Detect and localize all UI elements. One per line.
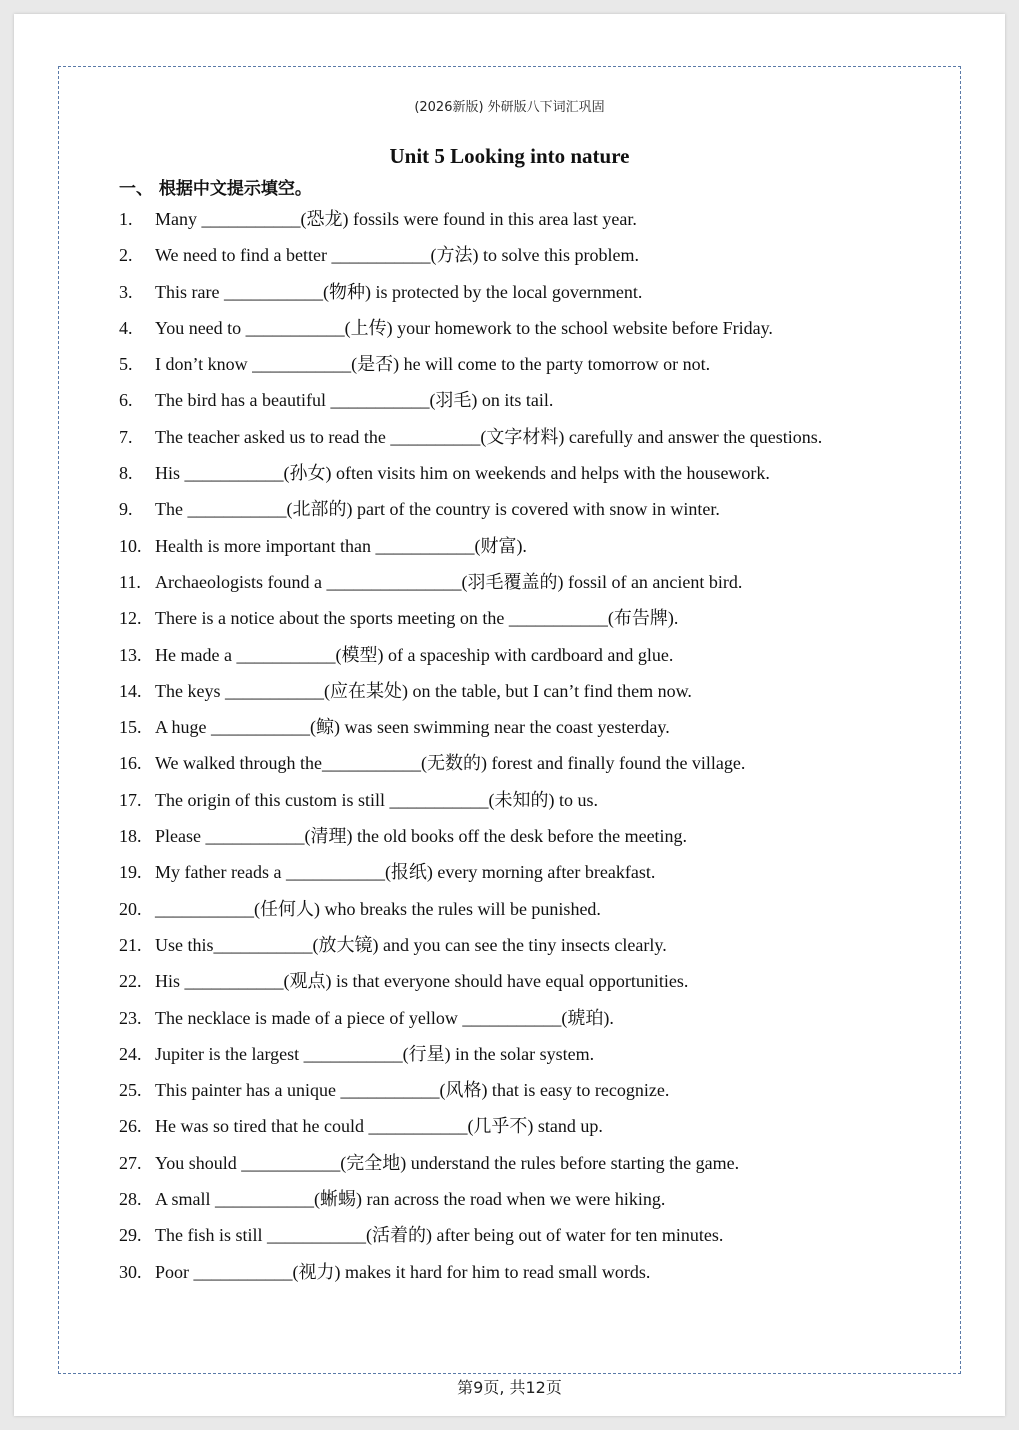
item-number: 15. bbox=[119, 717, 142, 738]
item-text: A small ___________(蜥蜴) ran across the road when we were hiking. bbox=[155, 1189, 666, 1210]
item-number: 9. bbox=[119, 499, 133, 520]
exercise-item bbox=[119, 896, 919, 932]
exercise-item bbox=[119, 1077, 919, 1113]
item-text: You need to ___________(上传) your homework to the school website before Friday. bbox=[155, 317, 773, 338]
exercise-item bbox=[119, 678, 919, 714]
item-text: His ___________(孙女) often visits him on weekends and helps with the housework. bbox=[155, 463, 770, 484]
item-number: 23. bbox=[119, 1007, 142, 1028]
exercise-item bbox=[119, 859, 919, 895]
item-text: The necklace is made of a piece of yellow ___________(琥珀). bbox=[155, 1007, 614, 1028]
item-text: The ___________(北部的) part of the country is covered with snow in winter. bbox=[155, 499, 720, 520]
item-number: 20. bbox=[119, 898, 142, 919]
item-text: The origin of this custom is still ___________(未知的) to us. bbox=[155, 789, 598, 810]
item-number: 7. bbox=[119, 426, 133, 447]
item-number: 21. bbox=[119, 934, 142, 955]
item-number: 10. bbox=[119, 535, 142, 556]
exercise-item bbox=[119, 206, 919, 242]
exercise-item bbox=[119, 1041, 919, 1077]
exercise-item bbox=[119, 569, 919, 605]
item-text: You should ___________(完全地) understand the rules before starting the game. bbox=[155, 1152, 740, 1173]
exercise-item bbox=[119, 387, 919, 423]
item-text: We walked through the___________(无数的) forest and finally found the village. bbox=[155, 753, 746, 774]
page-title: Unit 5 Looking into nature bbox=[389, 144, 630, 168]
item-number: 5. bbox=[119, 354, 133, 375]
exercise-item bbox=[119, 242, 919, 278]
item-text: He made a ___________(模型) of a spaceship with cardboard and glue. bbox=[155, 644, 674, 665]
item-text: This painter has a unique ___________(风格) that is easy to recognize. bbox=[155, 1080, 670, 1101]
item-number: 26. bbox=[119, 1116, 142, 1137]
exercise-item bbox=[119, 642, 919, 678]
item-text: Health is more important than ___________(财富). bbox=[155, 535, 527, 556]
exercise-item bbox=[119, 1113, 919, 1149]
item-text: His ___________(观点) is that everyone should have equal opportunities. bbox=[155, 971, 689, 992]
exercise-item bbox=[119, 750, 919, 786]
item-text: Please ___________(清理) the old books off the desk before the meeting. bbox=[155, 826, 688, 847]
item-number: 17. bbox=[119, 789, 142, 810]
exercise-item bbox=[119, 1005, 919, 1041]
exercise-item bbox=[119, 1259, 919, 1295]
exercise-item bbox=[119, 932, 919, 968]
item-number: 28. bbox=[119, 1189, 142, 1210]
item-text: Many ___________(恐龙) fossils were found in this area last year. bbox=[155, 209, 637, 229]
item-number: 19. bbox=[119, 862, 142, 883]
item-number: 27. bbox=[119, 1152, 142, 1173]
exercise-item bbox=[119, 605, 919, 641]
item-text: Poor ___________(视力) makes it hard for him to read small words. bbox=[155, 1261, 651, 1282]
item-text: Use this___________(放大镜) and you can see the tiny insects clearly. bbox=[155, 934, 667, 955]
item-number: 6. bbox=[119, 390, 133, 411]
item-text: The keys ___________(应在某处) on the table, but I can’t find them now. bbox=[155, 680, 692, 701]
exercise-item bbox=[119, 533, 919, 569]
exercise-item bbox=[119, 496, 919, 532]
item-number: 3. bbox=[119, 281, 133, 302]
item-number: 30. bbox=[119, 1261, 142, 1282]
item-text: A huge ___________(鲸) was seen swimming near the coast yesterday. bbox=[155, 717, 670, 738]
item-text: I don’t know ___________(是否) he will come to the party tomorrow or not. bbox=[155, 354, 711, 375]
item-number: 8. bbox=[119, 463, 133, 484]
exercise-item bbox=[119, 1186, 919, 1222]
exercise-item bbox=[119, 315, 919, 351]
item-number: 25. bbox=[119, 1080, 142, 1101]
item-number: 14. bbox=[119, 680, 142, 701]
item-number: 24. bbox=[119, 1043, 142, 1064]
exercise-item bbox=[119, 351, 919, 387]
item-text: Jupiter is the largest ___________(行星) in the solar system. bbox=[155, 1043, 595, 1064]
item-text: This rare ___________(物种) is protected by the local government. bbox=[155, 281, 643, 302]
exercise-list bbox=[119, 206, 919, 1295]
item-number: 29. bbox=[119, 1225, 142, 1246]
item-text: The fish is still ___________(活着的) after being out of water for ten minutes. bbox=[155, 1225, 724, 1246]
item-text: We need to find a better ___________(方法) to solve this problem. bbox=[155, 245, 639, 266]
exercise-item bbox=[119, 424, 919, 460]
exercise-item bbox=[119, 968, 919, 1004]
exercise-item bbox=[119, 460, 919, 496]
exercise-item bbox=[119, 787, 919, 823]
exercise-item bbox=[119, 1222, 919, 1258]
item-text: He was so tired that he could ___________(几乎不) stand up. bbox=[155, 1116, 603, 1137]
exercise-item bbox=[119, 823, 919, 859]
item-text: The bird has a beautiful ___________(羽毛) on its tail. bbox=[155, 390, 554, 411]
item-number: 4. bbox=[119, 317, 133, 338]
item-number: 1. bbox=[119, 209, 133, 229]
exercise-item bbox=[119, 1150, 919, 1186]
item-number: 18. bbox=[119, 826, 142, 847]
item-number: 13. bbox=[119, 644, 142, 665]
item-number: 11. bbox=[119, 571, 141, 592]
exercise-item bbox=[119, 714, 919, 750]
page-footer: 第9页, 共12页 bbox=[457, 1378, 562, 1397]
item-number: 16. bbox=[119, 753, 142, 774]
item-text: There is a notice about the sports meeting on the ___________(布告牌). bbox=[155, 608, 679, 629]
item-number: 22. bbox=[119, 971, 142, 992]
exercise-item bbox=[119, 279, 919, 315]
item-text: Archaeologists found a _______________(羽毛覆盖的) fossil of an ancient bird. bbox=[155, 571, 743, 592]
item-text: The teacher asked us to read the __________(文字材料) carefully and answer the questions. bbox=[155, 426, 823, 447]
item-number: 12. bbox=[119, 608, 142, 629]
page-header: (2026新版) 外研版八下词汇巩固 bbox=[414, 100, 605, 115]
item-text: My father reads a ___________(报纸) every morning after breakfast. bbox=[155, 862, 656, 883]
item-text: ___________(任何人) who breaks the rules will be punished. bbox=[155, 898, 601, 919]
item-number: 2. bbox=[119, 245, 133, 266]
section-heading: 一、 根据中文提示填空。 bbox=[119, 179, 312, 199]
